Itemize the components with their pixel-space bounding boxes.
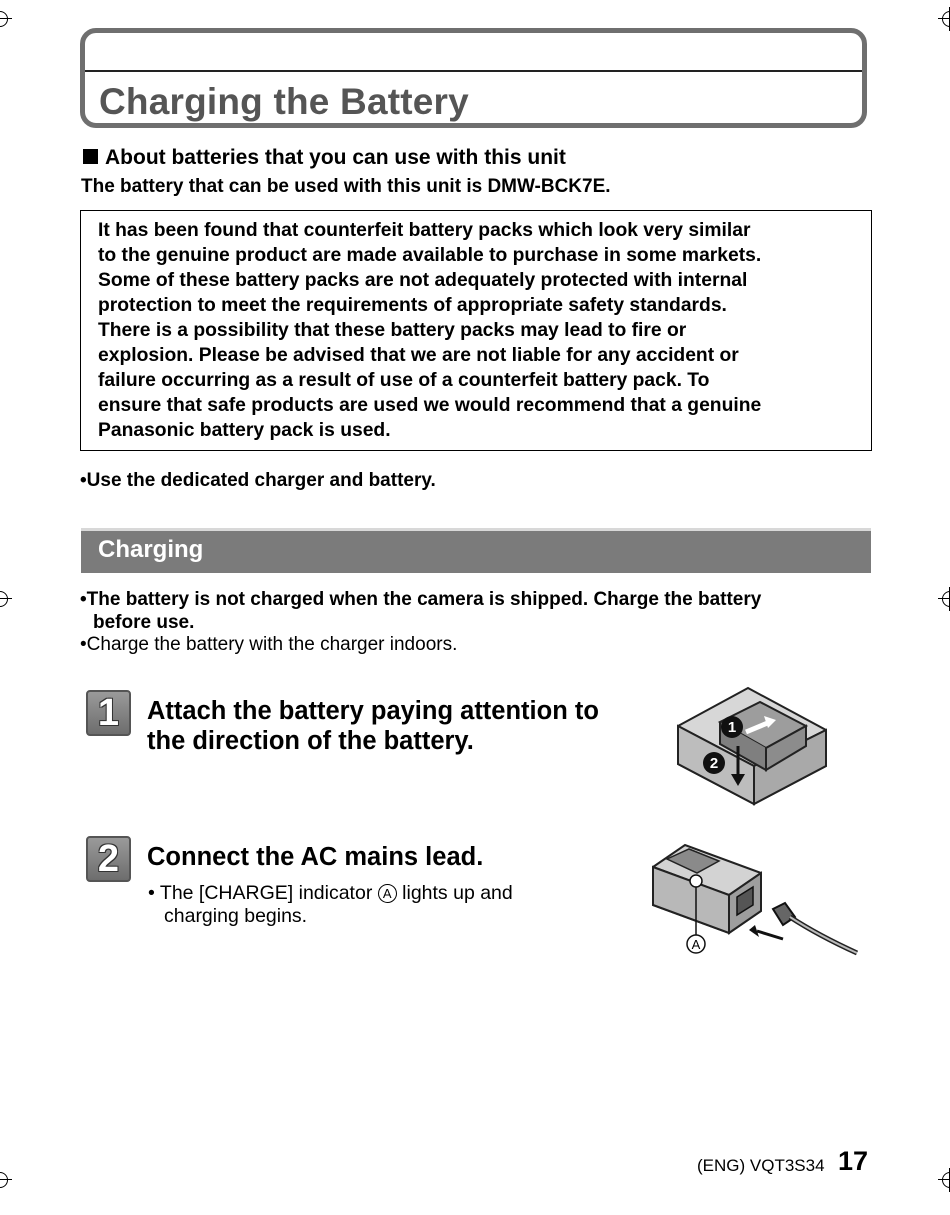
charger-battery-illustration [668, 682, 833, 812]
registration-mark [938, 7, 950, 31]
use-dedicated-note [80, 470, 436, 492]
step-1-title [147, 696, 599, 756]
warning-line: Panasonic battery pack is used. [98, 420, 391, 441]
footer-code: (ENG) VQT3S34 [697, 1156, 825, 1175]
step-1-number: 1 [86, 690, 131, 736]
bullet-icon: • [80, 589, 87, 610]
about-heading-text: About batteries that you can use with this unit [105, 146, 566, 169]
registration-mark [0, 7, 12, 31]
registration-mark [0, 1168, 12, 1192]
step-2-sub-after: lights up and [402, 882, 513, 904]
about-heading [83, 146, 566, 170]
square-bullet-icon [83, 149, 98, 164]
step-2-sub-line-2: charging begins. [164, 905, 308, 927]
step-2-title: Connect the AC mains lead. [147, 843, 484, 871]
warning-line: It has been found that counterfeit battery packs which look very similar [98, 220, 751, 241]
warning-box [80, 210, 872, 451]
step-2-number: 2 [86, 836, 131, 882]
step-1-title-line-2: the direction of the battery. [147, 727, 474, 755]
page-number: 17 [838, 1146, 869, 1176]
warning-line: to the genuine product are made available to purchase in some markets. [98, 245, 762, 266]
section-header [81, 528, 871, 573]
charging-note-2 [80, 634, 457, 656]
page-title: Charging the Battery [99, 81, 469, 122]
charging-note-1-line-1: The battery is not charged when the camera is shipped. Charge the battery [86, 589, 762, 610]
registration-mark [938, 587, 950, 611]
charging-note-1-line-2: before use. [93, 612, 195, 633]
figure1-label-2: 2 [709, 755, 719, 772]
bullet-icon: • [80, 470, 87, 491]
charging-note-1 [80, 588, 761, 634]
use-dedicated-text: Use the dedicated charger and battery. [86, 470, 436, 491]
title-box [80, 28, 867, 128]
title-rule [85, 70, 862, 72]
figure1-label-1: 1 [727, 719, 737, 736]
charger-ac-lead-illustration [645, 835, 860, 960]
registration-mark [0, 587, 12, 611]
indicator-marker: A [378, 884, 397, 903]
charging-note-2-text: Charge the battery with the charger indoors. [86, 634, 458, 655]
warning-line: Some of these battery packs are not adequately protected with internal [98, 270, 748, 291]
warning-line: explosion. Please be advised that we are not liable for any accident or [98, 345, 739, 366]
bullet-icon: • [80, 634, 87, 655]
warning-line: failure occurring as a result of use of a counterfeit battery pack. To [98, 370, 710, 391]
figure2-label-a: A [691, 937, 701, 952]
step-2-sub-before: The [CHARGE] indicator [159, 882, 373, 904]
battery-note: The battery that can be used with this unit is DMW-BCK7E. [81, 176, 611, 197]
step-2-sub [148, 882, 513, 928]
section-title: Charging [98, 536, 204, 563]
warning-line: There is a possibility that these battery packs may lead to fire or [98, 320, 687, 341]
bullet-icon: • [148, 882, 155, 904]
warning-line: ensure that safe products are used we would recommend that a genuine [98, 395, 762, 416]
step-1-title-line-1: Attach the battery paying attention to [147, 697, 599, 725]
warning-line: protection to meet the requirements of appropriate safety standards. [98, 295, 727, 316]
registration-mark [938, 1168, 950, 1192]
